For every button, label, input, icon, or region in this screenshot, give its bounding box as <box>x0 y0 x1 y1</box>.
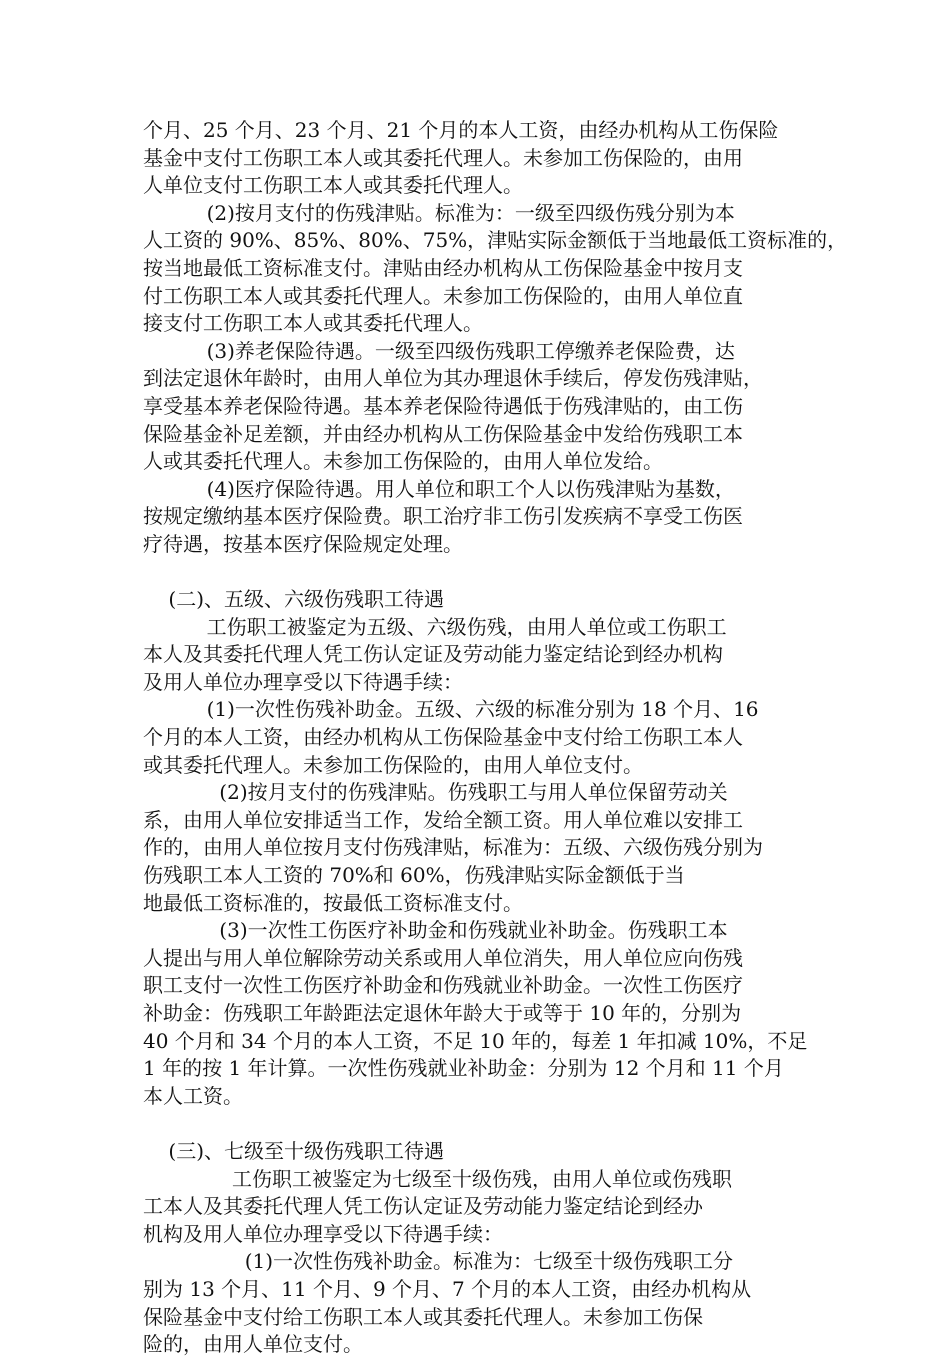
paragraph-block-level-1-4 <box>143 117 848 559</box>
section-heading-level-7-10: (三)、七级至十级伤残职工待遇 <box>143 1138 445 1163</box>
text-line: 按规定缴纳基本医疗保险费。职工治疗非工伤引发疾病不享受工伤医 <box>143 504 743 529</box>
text-line: 接支付工伤职工本人或其委托代理人。 <box>143 311 483 336</box>
text-line: 保险基金补足差额，并由经办机构从工伤保险基金中发给伤残职工本 <box>143 421 743 446</box>
text-line: (1)一次性伤残补助金。五级、六级的标准分别为 18 个月、16 <box>143 697 759 722</box>
text-line: 本人工资。 <box>143 1083 243 1108</box>
text-line: (2)按月支付的伤残津贴。伤残职工与用人单位保留劳动关 <box>143 780 728 805</box>
text-line: 险的，由用人单位支付。 <box>143 1332 363 1357</box>
paragraph-block-level-7-10 <box>143 1166 813 1359</box>
text-line: 人或其委托代理人。未参加工伤保险的，由用人单位发给。 <box>143 449 663 474</box>
text-line: (2)按月支付的伤残津贴。标准为：一级至四级伤残分别为本 <box>143 200 735 225</box>
text-line: 人工资的 90%、85%、80%、75%，津贴实际金额低于当地最低工资标准的， <box>143 228 848 253</box>
text-line: 工本人及其委托代理人凭工伤认定证及劳动能力鉴定结论到经办 <box>143 1194 703 1219</box>
text-line: 本人及其委托代理人凭工伤认定证及劳动能力鉴定结论到经办机构 <box>143 642 723 667</box>
text-line: 人单位支付工伤职工本人或其委托代理人。 <box>143 173 523 198</box>
text-line: 人提出与用人单位解除劳动关系或用人单位消失，用人单位应向伤残 <box>143 945 743 970</box>
text-line: 职工支付一次性工伤医疗补助金和伤残就业补助金。一次性工伤医疗 <box>143 973 743 998</box>
paragraph-block-level-5-6 <box>143 614 813 1111</box>
text-line: 个月、25 个月、23 个月、21 个月的本人工资，由经办机构从工伤保险 <box>143 118 779 142</box>
text-line: 别为 13 个月、11 个月、9 个月、7 个月的本人工资，由经办机构从 <box>143 1276 752 1301</box>
text-line: 付工伤职工本人或其委托代理人。未参加工伤保险的，由用人单位直 <box>143 283 743 308</box>
text-line: 机构及用人单位办理享受以下待遇手续： <box>143 1221 503 1246</box>
section-spacer <box>143 559 813 587</box>
text-line: 补助金：伤残职工年龄距法定退休年龄大于或等于 10 年的，分别为 <box>143 1001 742 1025</box>
document-body <box>143 117 848 1359</box>
text-line: 或其委托代理人。未参加工伤保险的，由用人单位支付。 <box>143 752 643 777</box>
text-line: 按当地最低工资标准支付。津贴由经办机构从工伤保险基金中按月支 <box>143 255 743 280</box>
text-line: (3)一次性工伤医疗补助金和伤残就业补助金。伤残职工本 <box>143 918 728 943</box>
text-line: 工伤职工被鉴定为五级、六级伤残，由用人单位或工伤职工 <box>143 614 727 639</box>
text-line: 到法定退休年龄时，由用人单位为其办理退休手续后，停发伤残津贴， <box>143 366 763 391</box>
text-line: 疗待遇，按基本医疗保险规定处理。 <box>143 531 463 556</box>
text-line: (4)医疗保险待遇。用人单位和职工个人以伤残津贴为基数， <box>143 476 735 501</box>
section-heading-level-5-6: (二)、五级、六级伤残职工待遇 <box>143 587 445 612</box>
text-line: 40 个月和 34 个月的本人工资，不足 10 年的，每差 1 年扣减 10%，不足 <box>143 1028 808 1053</box>
text-line: 1 年的按 1 年计算。一次性伤残就业补助金：分别为 12 个月和 11 个月 <box>143 1056 784 1081</box>
text-line: 享受基本养老保险待遇。基本养老保险待遇低于伤残津贴的，由工伤 <box>143 393 743 418</box>
text-line: 及用人单位办理享受以下待遇手续： <box>143 669 463 694</box>
text-line: 系，由用人单位安排适当工作，发给全额工资。用人单位难以安排工 <box>143 807 743 832</box>
text-line: 地最低工资标准的，按最低工资标准支付。 <box>143 890 523 915</box>
text-line: (1)一次性伤残补助金。标准为：七级至十级伤残职工分 <box>143 1249 734 1274</box>
text-line: 保险基金中支付给工伤职工本人或其委托代理人。未参加工伤保 <box>143 1304 703 1329</box>
text-line: (3)养老保险待遇。一级至四级伤残职工停缴养老保险费，达 <box>143 338 735 363</box>
text-line: 基金中支付工伤职工本人或其委托代理人。未参加工伤保险的，由用 <box>143 145 743 170</box>
text-line: 个月的本人工资，由经办机构从工伤保险基金中支付给工伤职工本人 <box>143 725 743 750</box>
text-line: 工伤职工被鉴定为七级至十级伤残，由用人单位或伤残职 <box>143 1166 733 1191</box>
text-line: 伤残职工本人工资的 70%和 60%，伤残津贴实际金额低于当 <box>143 863 685 888</box>
text-line: 作的，由用人单位按月支付伤残津贴，标准为：五级、六级伤残分别为 <box>143 835 763 860</box>
section-spacer <box>143 1110 813 1138</box>
